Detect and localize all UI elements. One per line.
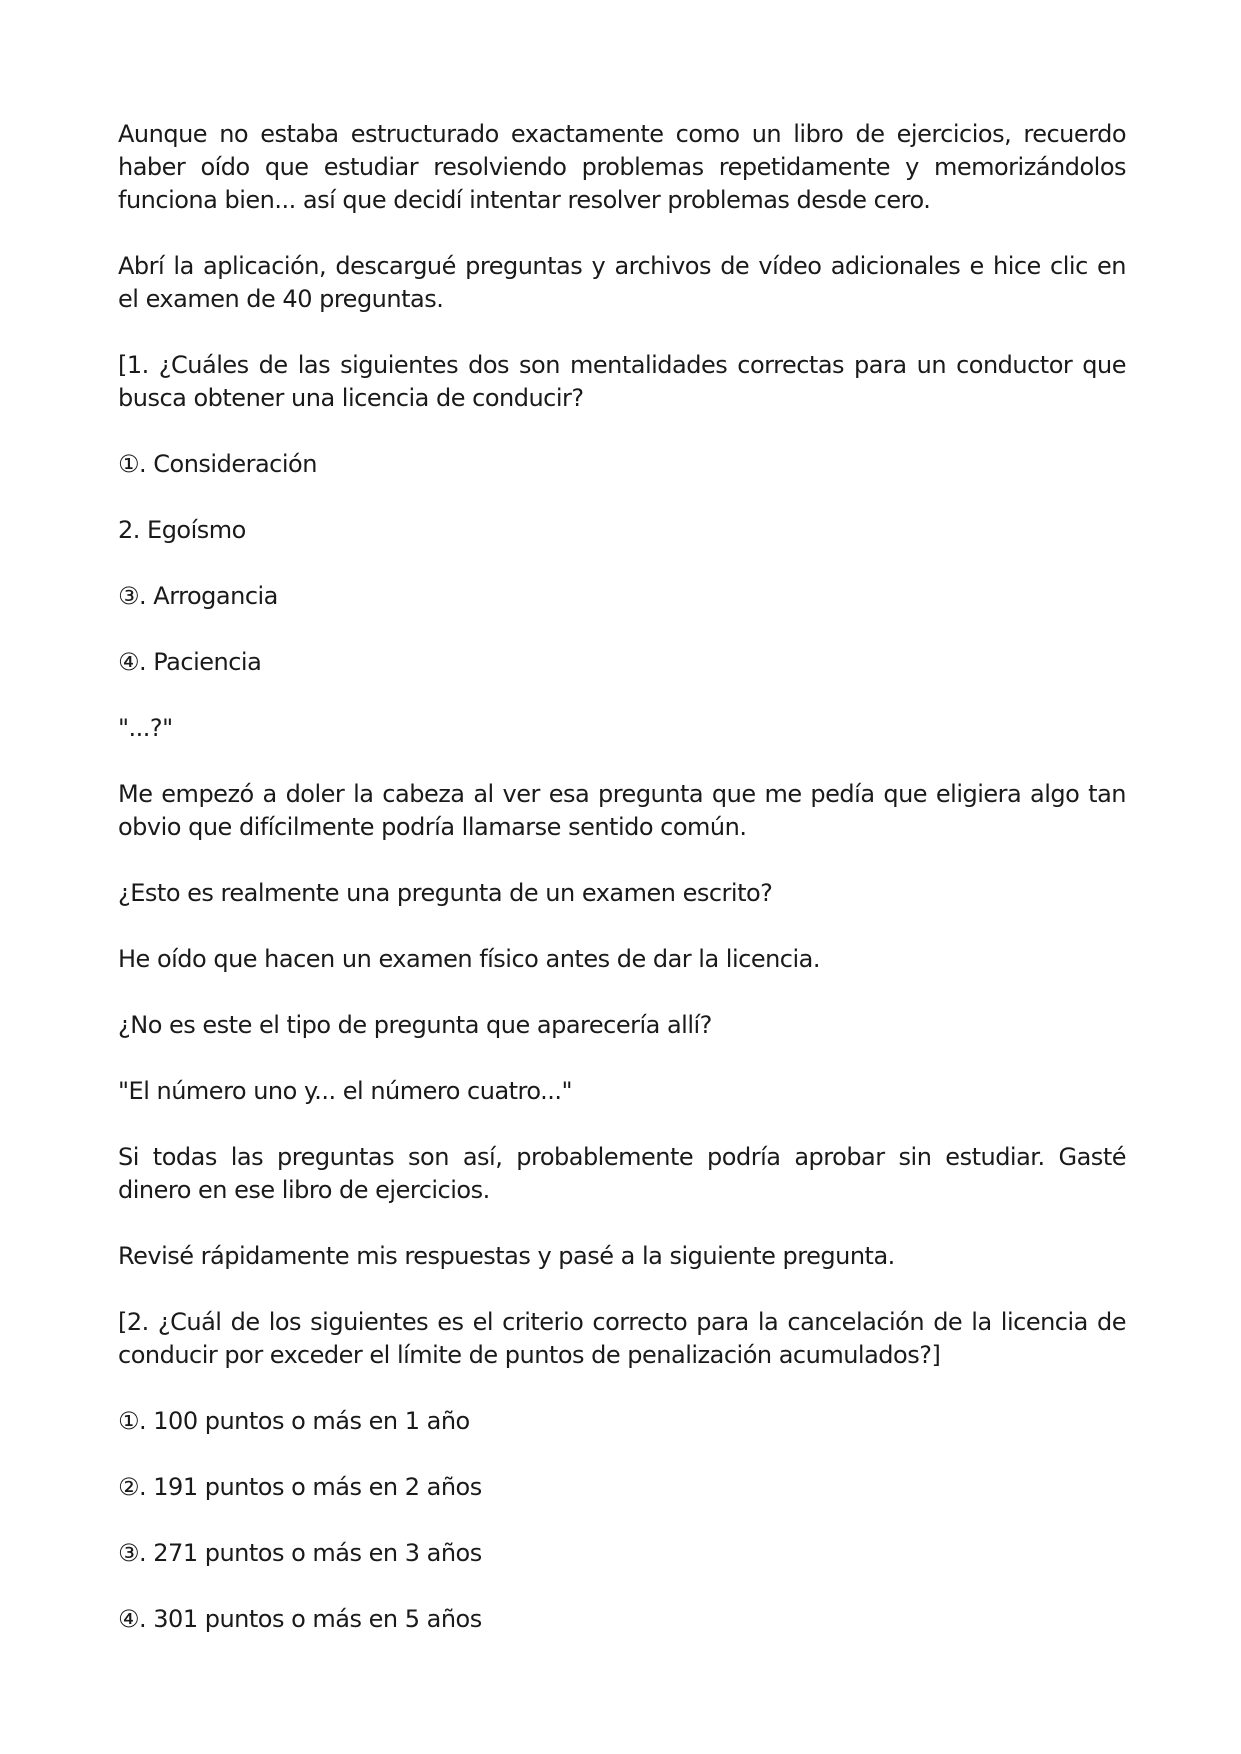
question-1-option-4: ④. Paciencia — [118, 648, 262, 676]
paragraph-app-opened: Abrí la aplicación, descargué preguntas y archivos de vídeo adicionales e hice clic en el examen de 40 preguntas. — [118, 252, 1126, 313]
paragraph-ellipsis: "...?" — [118, 714, 173, 742]
paragraph-intro: Aunque no estaba estructurado exactamente como un libro de ejercicios, recuerdo haber oído que estudiar resolviendo problemas repetidamente y memorizándolos funciona bien... así que decidí intentar resolver problemas desde cero. — [118, 120, 1126, 214]
paragraph-physical-exam: He oído que hacen un examen físico antes de dar la licencia. — [118, 945, 820, 973]
question-1-option-3: ③. Arrogancia — [118, 582, 278, 610]
paragraph-answer: "El número uno y... el número cuatro..." — [118, 1077, 573, 1105]
question-2-option-2: ②. 191 puntos o más en 2 años — [118, 1473, 482, 1501]
question-1: [1. ¿Cuáles de las siguientes dos son mentalidades correctas para un conductor que busca obtener una licencia de conducir? — [118, 351, 1126, 412]
paragraph-question-type: ¿No es este el tipo de pregunta que aparecería allí? — [118, 1011, 712, 1039]
paragraph-written-exam: ¿Esto es realmente una pregunta de un examen escrito? — [118, 879, 773, 907]
paragraph-headache: Me empezó a doler la cabeza al ver esa pregunta que me pedía que eligiera algo tan obvio que difícilmente podría llamarse sentido común. — [118, 780, 1126, 841]
question-2: [2. ¿Cuál de los siguientes es el criterio correcto para la cancelación de la licencia de conducir por exceder el límite de puntos de penalización acumulados?] — [118, 1308, 1126, 1369]
question-1-option-2: 2. Egoísmo — [118, 516, 246, 544]
question-2-option-3: ③. 271 puntos o más en 3 años — [118, 1539, 482, 1567]
question-2-option-4: ④. 301 puntos o más en 5 años — [118, 1605, 482, 1633]
paragraph-wasted-money: Si todas las preguntas son así, probablemente podría aprobar sin estudiar. Gasté dinero en ese libro de ejercicios. — [118, 1143, 1126, 1204]
question-1-option-1: ①. Consideración — [118, 450, 317, 478]
paragraph-next-question: Revisé rápidamente mis respuestas y pasé a la siguiente pregunta. — [118, 1242, 895, 1270]
document-page — [118, 118, 1126, 1669]
question-2-option-1: ①. 100 puntos o más en 1 año — [118, 1407, 470, 1435]
